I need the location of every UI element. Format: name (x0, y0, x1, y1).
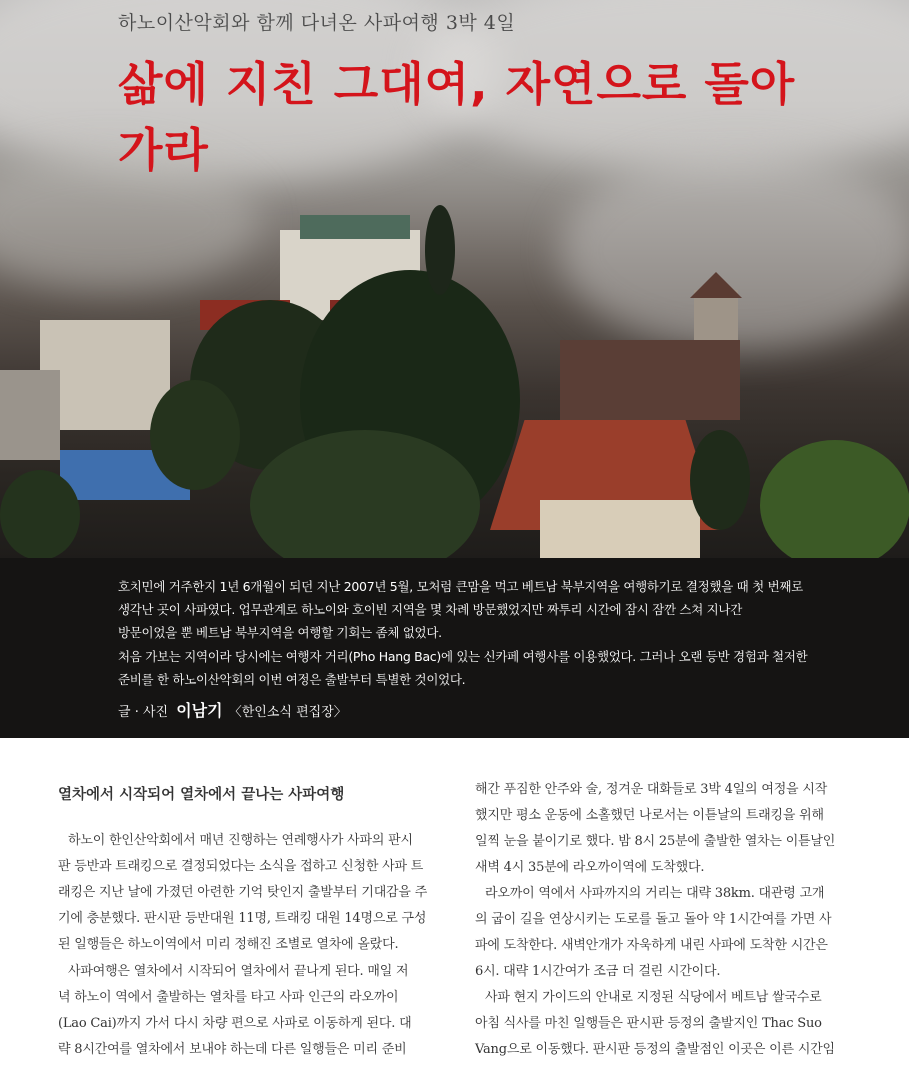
body-line: Vang으로 이동했다. 판시판 등정의 출발점인 이곳은 이른 시간임 (475, 1042, 835, 1057)
church-wall (540, 500, 700, 560)
body-line: 파에 도착한다. 새벽안개가 자욱하게 내린 사파에 도착한 시간은 (475, 938, 828, 953)
building (0, 370, 60, 460)
byline-author: 이남기 (176, 701, 223, 720)
body-line: 기에 충분했다. 판시판 등반대원 11명, 트래킹 대원 14명으로 구성 (58, 911, 427, 926)
body-line: 해간 푸짐한 안주와 술, 정겨운 대화들로 3박 4일의 여정을 시작 (475, 782, 828, 797)
byline (118, 698, 518, 721)
intro-line: 준비를 한 하노이산악회의 이번 여정은 출발부터 특별한 것이었다. (118, 672, 466, 687)
body-line: (Lao Cai)까지 가서 다시 차량 편으로 사파로 이동하게 된다. 대 (58, 1016, 412, 1031)
intro-line: 방문이었을 뿐 베트남 북부지역을 여행할 기회는 좀체 없었다. (118, 625, 442, 640)
body-line: 하노이 한인산악회에서 매년 진행하는 연례행사가 사파의 판시 (68, 833, 413, 848)
intro-line: 처음 가보는 지역이라 당시에는 여행자 거리(Pho Hang Bac)에 있는 신카페 여행사를 이용했었다. 그러나 오랜 등반 경험과 철저한 (118, 649, 808, 664)
section-heading: 열차에서 시작되어 열차에서 끝나는 사파여행 (58, 787, 345, 803)
intro-band (0, 558, 909, 738)
building-roof (300, 215, 410, 239)
article-subtitle: 하노이산악회와 함께 다녀온 사파여행 3박 4일 (118, 12, 516, 34)
body-line: 녁 하노이 역에서 출발하는 열차를 타고 사파 인근의 라오까이 (58, 990, 399, 1005)
body-line: 된 일행들은 하노이역에서 미리 정해진 조별로 열차에 올랐다. (58, 937, 399, 952)
body-line: 했지만 평소 운동에 소홀했던 나로서는 이튿날의 트래킹을 위해 (475, 808, 824, 823)
tree (0, 470, 80, 560)
body-line: 래킹은 지난 날에 가졌던 아련한 기억 탓인지 출발부터 기대감을 주 (58, 885, 428, 900)
body-line: 사파 현지 가이드의 안내로 지정된 식당에서 베트남 쌀국수로 (485, 990, 822, 1005)
body-line: 일찍 눈을 붙이기로 했다. 밤 8시 25분에 출발한 열차는 이튿날인 (475, 834, 836, 849)
body-line: 의 굽이 길을 연상시키는 도로를 돌고 돌아 약 1시간여를 가면 사 (475, 912, 832, 927)
article-title: 삶에 지친 그대여, 자연으로 돌아가라 (118, 57, 796, 177)
tree (760, 440, 909, 560)
body-line: 사파여행은 열차에서 시작되어 열차에서 끝나게 된다. 매일 저 (68, 964, 409, 979)
tree (425, 205, 455, 295)
body-line: 라오까이 역에서 사파까지의 거리는 대략 38km. 대관령 고개 (485, 886, 825, 901)
byline-prefix: 글 · 사진 (118, 705, 169, 720)
body-line: 판 등반과 트래킹으로 결정되었다는 소식을 접하고 신청한 사파 트 (58, 859, 424, 874)
intro-line: 생각난 곳이 사파였다. 업무관계로 하노이와 호이빈 지역을 몇 차례 방문했었지만 짜투리 시간에 잠시 잠깐 스쳐 지나간 (118, 602, 742, 617)
body-line: 6시. 대략 1시간여가 조금 더 걸린 시간이다. (475, 964, 721, 979)
body-line: 아침 식사를 마친 일행들은 판시판 등정의 출발지인 Thac Suo (475, 1016, 822, 1031)
tree (690, 430, 750, 530)
tree (150, 380, 240, 490)
intro-line: 호치민에 거주한지 1년 6개월이 되던 지난 2007년 5월, 모처럼 큰맘을 먹고 베트남 북부지역을 여행하기로 결정했을 때 첫 번째로 (118, 579, 803, 594)
building-roof (560, 340, 740, 420)
body-line: 새벽 4시 35분에 라오까이역에 도착했다. (475, 860, 705, 875)
byline-role: 〈한인소식 편집장〉 (228, 705, 347, 720)
body-line: 략 8시간여를 열차에서 보내야 하는데 다른 일행들은 미리 준비 (58, 1042, 407, 1057)
